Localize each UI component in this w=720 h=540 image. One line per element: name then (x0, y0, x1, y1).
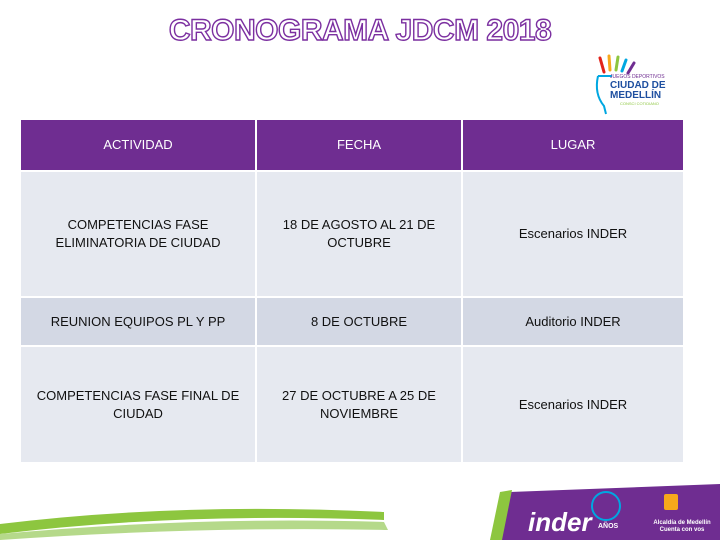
header-fecha: FECHA (256, 119, 462, 171)
logo-line1: JUEGOS DEPORTIVOS (610, 74, 665, 80)
table-header-row (20, 119, 684, 171)
header-actividad: ACTIVIDAD (20, 119, 256, 171)
logo-line4: CONSCI COTIDIANO (620, 101, 659, 106)
alcaldia-logo (646, 520, 718, 534)
schedule-table (19, 118, 685, 464)
logo-line2: CIUDAD DE (610, 80, 666, 91)
cell-fecha: 27 DE OCTUBRE A 25 DE NOVIEMBRE (256, 346, 462, 463)
cell-actividad: REUNION EQUIPOS PL Y PP (20, 297, 256, 346)
cell-actividad: COMPETENCIAS FASE ELIMINATORIA DE CIUDAD (20, 171, 256, 297)
cell-fecha: 8 DE OCTUBRE (256, 297, 462, 346)
table-row (20, 346, 684, 463)
cell-lugar: Auditorio INDER (462, 297, 684, 346)
alcaldia-line1: Alcaldía de Medellín (653, 520, 711, 526)
page-title: CRONOGRAMA JDCM 2018 (168, 14, 552, 47)
table-row (20, 297, 684, 346)
header-lugar: LUGAR (462, 119, 684, 171)
cell-lugar: Escenarios INDER (462, 171, 684, 297)
table-row (20, 171, 684, 297)
alcaldia-line2: Cuenta con vos (659, 527, 705, 533)
inder-logo: inder (528, 507, 592, 537)
cell-actividad: COMPETENCIAS FASE FINAL DE CIUDAD (20, 346, 256, 463)
logo-line3: MEDELLÍN (610, 90, 662, 101)
anos-label: AÑOS (598, 523, 619, 530)
footer-banner (0, 478, 720, 540)
cell-fecha: 18 DE AGOSTO AL 21 DE OCTUBRE (256, 171, 462, 297)
cell-lugar: Escenarios INDER (462, 346, 684, 463)
jdcm-logo (590, 54, 680, 120)
medellin-shield-icon (664, 494, 678, 510)
